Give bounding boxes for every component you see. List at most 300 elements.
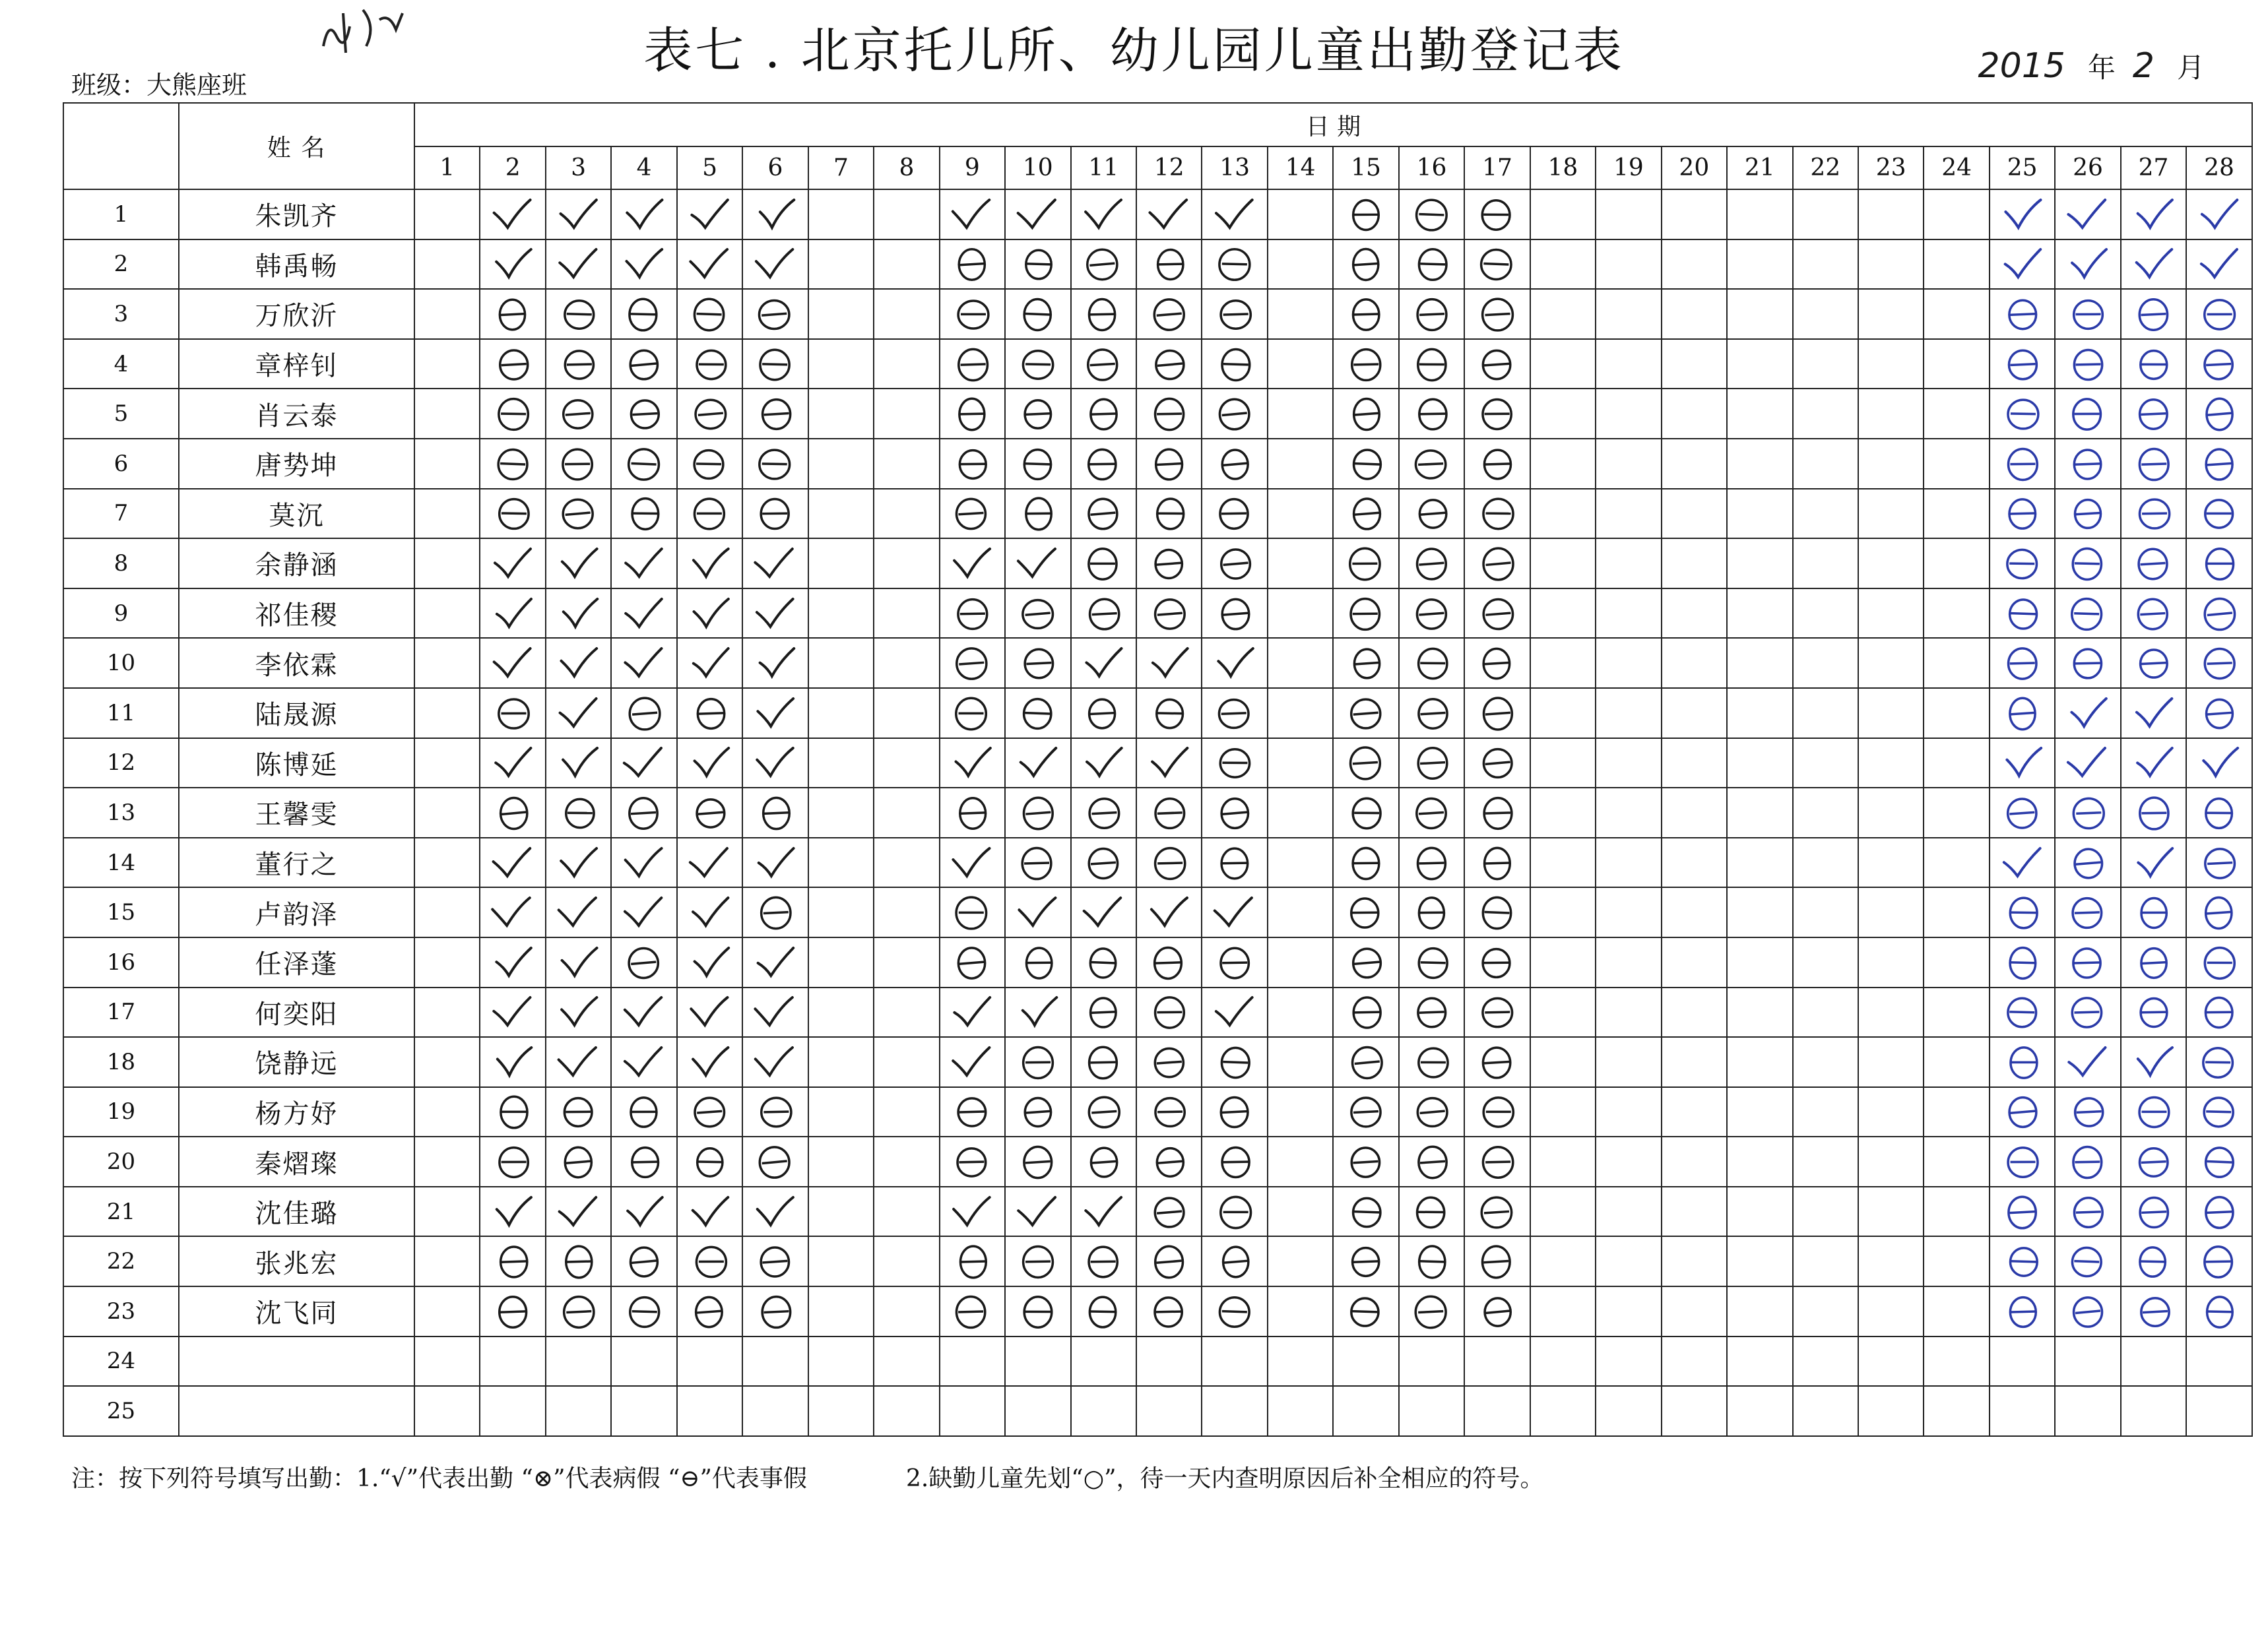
attendance-cell[interactable]	[414, 1286, 480, 1337]
attendance-cell[interactable]	[1333, 937, 1398, 988]
attendance-cell[interactable]	[480, 1337, 545, 1387]
attendance-cell[interactable]	[1858, 538, 1924, 588]
attendance-cell[interactable]	[1399, 538, 1464, 588]
attendance-cell[interactable]	[1858, 738, 1924, 788]
attendance-cell[interactable]	[1202, 1137, 1267, 1187]
attendance-cell[interactable]	[414, 289, 480, 339]
attendance-cell[interactable]	[1464, 688, 1530, 738]
attendance-cell[interactable]	[742, 838, 808, 888]
attendance-cell[interactable]	[677, 1037, 742, 1087]
attendance-cell[interactable]	[677, 638, 742, 688]
attendance-cell[interactable]	[1464, 489, 1530, 539]
attendance-cell[interactable]	[677, 439, 742, 489]
attendance-cell[interactable]	[1727, 1337, 1792, 1387]
attendance-cell[interactable]	[1662, 189, 1727, 239]
attendance-cell[interactable]	[1924, 439, 1989, 489]
attendance-cell[interactable]	[1333, 489, 1398, 539]
attendance-cell[interactable]	[1858, 988, 1924, 1038]
attendance-cell[interactable]	[1464, 1187, 1530, 1237]
attendance-cell[interactable]	[1727, 289, 1792, 339]
attendance-cell[interactable]	[1990, 738, 2055, 788]
attendance-cell[interactable]	[1464, 1087, 1530, 1137]
attendance-cell[interactable]	[1136, 1236, 1202, 1286]
attendance-cell[interactable]	[1399, 389, 1464, 439]
attendance-cell[interactable]	[611, 738, 676, 788]
attendance-cell[interactable]	[1530, 1137, 1596, 1187]
attendance-cell[interactable]	[677, 788, 742, 838]
attendance-cell[interactable]	[1858, 887, 1924, 937]
attendance-cell[interactable]	[1005, 937, 1070, 988]
attendance-cell[interactable]	[1333, 1337, 1398, 1387]
attendance-cell[interactable]	[1005, 538, 1070, 588]
attendance-cell[interactable]	[2186, 838, 2252, 888]
attendance-cell[interactable]	[2055, 239, 2120, 290]
attendance-cell[interactable]	[808, 538, 874, 588]
attendance-cell[interactable]	[1662, 389, 1727, 439]
attendance-cell[interactable]	[1464, 239, 1530, 290]
attendance-cell[interactable]	[611, 1286, 676, 1337]
attendance-cell[interactable]	[480, 887, 545, 937]
attendance-cell[interactable]	[2055, 937, 2120, 988]
attendance-cell[interactable]	[2121, 1037, 2186, 1087]
attendance-cell[interactable]	[808, 988, 874, 1038]
attendance-cell[interactable]	[1136, 588, 1202, 639]
attendance-cell[interactable]	[677, 588, 742, 639]
attendance-cell[interactable]	[1268, 489, 1333, 539]
attendance-cell[interactable]	[1727, 538, 1792, 588]
attendance-cell[interactable]	[1596, 389, 1661, 439]
attendance-cell[interactable]	[940, 1087, 1005, 1137]
attendance-cell[interactable]	[546, 239, 611, 290]
attendance-cell[interactable]	[1071, 1137, 1136, 1187]
attendance-cell[interactable]	[480, 788, 545, 838]
attendance-cell[interactable]	[1530, 1037, 1596, 1087]
attendance-cell[interactable]	[1268, 588, 1333, 639]
attendance-cell[interactable]	[1005, 1187, 1070, 1237]
attendance-cell[interactable]	[808, 339, 874, 389]
attendance-cell[interactable]	[1399, 1087, 1464, 1137]
attendance-cell[interactable]	[546, 1037, 611, 1087]
attendance-cell[interactable]	[1268, 1236, 1333, 1286]
attendance-cell[interactable]	[1399, 339, 1464, 389]
attendance-cell[interactable]	[1005, 239, 1070, 290]
attendance-cell[interactable]	[1662, 1236, 1727, 1286]
attendance-cell[interactable]	[480, 1037, 545, 1087]
attendance-cell[interactable]	[1071, 588, 1136, 639]
attendance-cell[interactable]	[874, 289, 939, 339]
attendance-cell[interactable]	[1202, 1386, 1267, 1436]
attendance-cell[interactable]	[1990, 1087, 2055, 1137]
attendance-cell[interactable]	[1858, 1087, 1924, 1137]
attendance-cell[interactable]	[1202, 788, 1267, 838]
attendance-cell[interactable]	[1596, 1037, 1661, 1087]
attendance-cell[interactable]	[2121, 688, 2186, 738]
attendance-cell[interactable]	[940, 887, 1005, 937]
attendance-cell[interactable]	[1662, 638, 1727, 688]
attendance-cell[interactable]	[414, 638, 480, 688]
attendance-cell[interactable]	[1530, 1286, 1596, 1337]
attendance-cell[interactable]	[1530, 1337, 1596, 1387]
attendance-cell[interactable]	[1202, 439, 1267, 489]
attendance-cell[interactable]	[546, 638, 611, 688]
attendance-cell[interactable]	[1727, 439, 1792, 489]
attendance-cell[interactable]	[1530, 738, 1596, 788]
attendance-cell[interactable]	[874, 988, 939, 1038]
attendance-cell[interactable]	[1662, 1087, 1727, 1137]
attendance-cell[interactable]	[2121, 1236, 2186, 1286]
attendance-cell[interactable]	[1990, 1187, 2055, 1237]
attendance-cell[interactable]	[677, 887, 742, 937]
attendance-cell[interactable]	[480, 189, 545, 239]
attendance-cell[interactable]	[414, 189, 480, 239]
attendance-cell[interactable]	[1268, 937, 1333, 988]
attendance-cell[interactable]	[1727, 988, 1792, 1038]
attendance-cell[interactable]	[546, 1337, 611, 1387]
attendance-cell[interactable]	[1662, 1187, 1727, 1237]
attendance-cell[interactable]	[874, 1037, 939, 1087]
attendance-cell[interactable]	[546, 838, 611, 888]
attendance-cell[interactable]	[1268, 838, 1333, 888]
attendance-cell[interactable]	[1990, 1386, 2055, 1436]
attendance-cell[interactable]	[742, 439, 808, 489]
attendance-cell[interactable]	[1202, 239, 1267, 290]
attendance-cell[interactable]	[1858, 1037, 1924, 1087]
attendance-cell[interactable]	[677, 838, 742, 888]
attendance-cell[interactable]	[1727, 1286, 1792, 1337]
attendance-cell[interactable]	[1662, 937, 1727, 988]
attendance-cell[interactable]	[1727, 838, 1792, 888]
attendance-cell[interactable]	[1005, 189, 1070, 239]
attendance-cell[interactable]	[546, 289, 611, 339]
attendance-cell[interactable]	[742, 538, 808, 588]
attendance-cell[interactable]	[1990, 439, 2055, 489]
attendance-cell[interactable]	[1990, 339, 2055, 389]
attendance-cell[interactable]	[1333, 339, 1398, 389]
attendance-cell[interactable]	[611, 339, 676, 389]
attendance-cell[interactable]	[1596, 1386, 1661, 1436]
attendance-cell[interactable]	[1071, 937, 1136, 988]
attendance-cell[interactable]	[1399, 838, 1464, 888]
attendance-cell[interactable]	[808, 588, 874, 639]
attendance-cell[interactable]	[1136, 838, 1202, 888]
attendance-cell[interactable]	[742, 1187, 808, 1237]
attendance-cell[interactable]	[1071, 638, 1136, 688]
attendance-cell[interactable]	[480, 1087, 545, 1137]
attendance-cell[interactable]	[1924, 339, 1989, 389]
attendance-cell[interactable]	[1924, 1087, 1989, 1137]
attendance-cell[interactable]	[1858, 937, 1924, 988]
attendance-cell[interactable]	[2186, 389, 2252, 439]
attendance-cell[interactable]	[1727, 389, 1792, 439]
attendance-cell[interactable]	[742, 389, 808, 439]
attendance-cell[interactable]	[1268, 1286, 1333, 1337]
attendance-cell[interactable]	[480, 489, 545, 539]
attendance-cell[interactable]	[940, 838, 1005, 888]
attendance-cell[interactable]	[1858, 1386, 1924, 1436]
attendance-cell[interactable]	[546, 538, 611, 588]
attendance-cell[interactable]	[1136, 389, 1202, 439]
attendance-cell[interactable]	[2121, 339, 2186, 389]
attendance-cell[interactable]	[1005, 339, 1070, 389]
attendance-cell[interactable]	[1202, 688, 1267, 738]
attendance-cell[interactable]	[1333, 887, 1398, 937]
attendance-cell[interactable]	[611, 189, 676, 239]
attendance-cell[interactable]	[1268, 688, 1333, 738]
attendance-cell[interactable]	[2055, 1037, 2120, 1087]
attendance-cell[interactable]	[742, 1386, 808, 1436]
attendance-cell[interactable]	[874, 538, 939, 588]
attendance-cell[interactable]	[874, 887, 939, 937]
attendance-cell[interactable]	[1005, 887, 1070, 937]
attendance-cell[interactable]	[2121, 788, 2186, 838]
attendance-cell[interactable]	[2186, 439, 2252, 489]
attendance-cell[interactable]	[414, 838, 480, 888]
attendance-cell[interactable]	[2121, 887, 2186, 937]
attendance-cell[interactable]	[611, 1137, 676, 1187]
attendance-cell[interactable]	[2121, 489, 2186, 539]
attendance-cell[interactable]	[1924, 988, 1989, 1038]
attendance-cell[interactable]	[1858, 1236, 1924, 1286]
attendance-cell[interactable]	[1136, 439, 1202, 489]
attendance-cell[interactable]	[1793, 688, 1858, 738]
attendance-cell[interactable]	[1202, 1087, 1267, 1137]
attendance-cell[interactable]	[940, 439, 1005, 489]
attendance-cell[interactable]	[1924, 937, 1989, 988]
attendance-cell[interactable]	[414, 738, 480, 788]
attendance-cell[interactable]	[480, 1286, 545, 1337]
attendance-cell[interactable]	[1596, 1087, 1661, 1137]
attendance-cell[interactable]	[1662, 588, 1727, 639]
attendance-cell[interactable]	[1662, 738, 1727, 788]
attendance-cell[interactable]	[1464, 638, 1530, 688]
attendance-cell[interactable]	[2121, 1187, 2186, 1237]
attendance-cell[interactable]	[1727, 1087, 1792, 1137]
attendance-cell[interactable]	[1596, 1337, 1661, 1387]
attendance-cell[interactable]	[1858, 1137, 1924, 1187]
attendance-cell[interactable]	[1793, 638, 1858, 688]
attendance-cell[interactable]	[546, 389, 611, 439]
attendance-cell[interactable]	[677, 1337, 742, 1387]
attendance-cell[interactable]	[742, 738, 808, 788]
attendance-cell[interactable]	[874, 1337, 939, 1387]
attendance-cell[interactable]	[808, 439, 874, 489]
attendance-cell[interactable]	[940, 588, 1005, 639]
attendance-cell[interactable]	[1202, 1037, 1267, 1087]
attendance-cell[interactable]	[1071, 1236, 1136, 1286]
attendance-cell[interactable]	[1005, 439, 1070, 489]
attendance-cell[interactable]	[2121, 1386, 2186, 1436]
attendance-cell[interactable]	[1202, 189, 1267, 239]
attendance-cell[interactable]	[480, 339, 545, 389]
attendance-cell[interactable]	[1268, 988, 1333, 1038]
attendance-cell[interactable]	[1530, 988, 1596, 1038]
attendance-cell[interactable]	[414, 1137, 480, 1187]
attendance-cell[interactable]	[1727, 1386, 1792, 1436]
attendance-cell[interactable]	[2186, 538, 2252, 588]
attendance-cell[interactable]	[1464, 738, 1530, 788]
attendance-cell[interactable]	[2121, 439, 2186, 489]
attendance-cell[interactable]	[940, 1286, 1005, 1337]
attendance-cell[interactable]	[1333, 638, 1398, 688]
attendance-cell[interactable]	[808, 638, 874, 688]
attendance-cell[interactable]	[940, 688, 1005, 738]
attendance-cell[interactable]	[1333, 688, 1398, 738]
attendance-cell[interactable]	[742, 1087, 808, 1137]
attendance-cell[interactable]	[874, 439, 939, 489]
attendance-cell[interactable]	[1990, 588, 2055, 639]
attendance-cell[interactable]	[1136, 189, 1202, 239]
attendance-cell[interactable]	[1464, 1286, 1530, 1337]
attendance-cell[interactable]	[1924, 538, 1989, 588]
attendance-cell[interactable]	[1596, 439, 1661, 489]
attendance-cell[interactable]	[874, 189, 939, 239]
attendance-cell[interactable]	[1071, 439, 1136, 489]
attendance-cell[interactable]	[1268, 638, 1333, 688]
attendance-cell[interactable]	[2186, 788, 2252, 838]
attendance-cell[interactable]	[2186, 588, 2252, 639]
attendance-cell[interactable]	[1333, 439, 1398, 489]
attendance-cell[interactable]	[1071, 1037, 1136, 1087]
attendance-cell[interactable]	[2186, 887, 2252, 937]
attendance-cell[interactable]	[1202, 289, 1267, 339]
attendance-cell[interactable]	[1005, 688, 1070, 738]
attendance-cell[interactable]	[1858, 838, 1924, 888]
attendance-cell[interactable]	[480, 988, 545, 1038]
attendance-cell[interactable]	[808, 788, 874, 838]
attendance-cell[interactable]	[1727, 339, 1792, 389]
attendance-cell[interactable]	[2055, 1187, 2120, 1237]
attendance-cell[interactable]	[1071, 538, 1136, 588]
attendance-cell[interactable]	[1005, 1037, 1070, 1087]
attendance-cell[interactable]	[1464, 538, 1530, 588]
attendance-cell[interactable]	[1399, 1286, 1464, 1337]
attendance-cell[interactable]	[1268, 788, 1333, 838]
attendance-cell[interactable]	[2186, 1337, 2252, 1387]
attendance-cell[interactable]	[1793, 439, 1858, 489]
attendance-cell[interactable]	[1464, 1386, 1530, 1436]
attendance-cell[interactable]	[2186, 239, 2252, 290]
attendance-cell[interactable]	[1005, 1236, 1070, 1286]
attendance-cell[interactable]	[1924, 1286, 1989, 1337]
attendance-cell[interactable]	[1399, 988, 1464, 1038]
attendance-cell[interactable]	[874, 937, 939, 988]
attendance-cell[interactable]	[1793, 738, 1858, 788]
attendance-cell[interactable]	[1990, 489, 2055, 539]
attendance-cell[interactable]	[874, 788, 939, 838]
attendance-cell[interactable]	[677, 289, 742, 339]
attendance-cell[interactable]	[1924, 239, 1989, 290]
attendance-cell[interactable]	[677, 1236, 742, 1286]
attendance-cell[interactable]	[2121, 838, 2186, 888]
attendance-cell[interactable]	[2055, 489, 2120, 539]
attendance-cell[interactable]	[1005, 788, 1070, 838]
attendance-cell[interactable]	[1858, 189, 1924, 239]
attendance-cell[interactable]	[677, 1137, 742, 1187]
attendance-cell[interactable]	[1793, 189, 1858, 239]
attendance-cell[interactable]	[874, 489, 939, 539]
attendance-cell[interactable]	[1399, 937, 1464, 988]
attendance-cell[interactable]	[2055, 1386, 2120, 1436]
attendance-cell[interactable]	[414, 1187, 480, 1237]
attendance-cell[interactable]	[677, 1087, 742, 1137]
attendance-cell[interactable]	[1333, 1386, 1398, 1436]
attendance-cell[interactable]	[1268, 538, 1333, 588]
attendance-cell[interactable]	[414, 538, 480, 588]
attendance-cell[interactable]	[808, 1037, 874, 1087]
attendance-cell[interactable]	[1464, 838, 1530, 888]
attendance-cell[interactable]	[742, 339, 808, 389]
attendance-cell[interactable]	[1202, 638, 1267, 688]
attendance-cell[interactable]	[611, 1187, 676, 1237]
attendance-cell[interactable]	[611, 289, 676, 339]
attendance-cell[interactable]	[480, 838, 545, 888]
attendance-cell[interactable]	[1596, 239, 1661, 290]
attendance-cell[interactable]	[940, 189, 1005, 239]
attendance-cell[interactable]	[1464, 588, 1530, 639]
attendance-cell[interactable]	[1858, 389, 1924, 439]
attendance-cell[interactable]	[1858, 688, 1924, 738]
attendance-cell[interactable]	[1662, 1386, 1727, 1436]
attendance-cell[interactable]	[2186, 1236, 2252, 1286]
attendance-cell[interactable]	[1268, 1087, 1333, 1137]
attendance-cell[interactable]	[1005, 1337, 1070, 1387]
attendance-cell[interactable]	[1464, 988, 1530, 1038]
attendance-cell[interactable]	[414, 1037, 480, 1087]
attendance-cell[interactable]	[1530, 588, 1596, 639]
attendance-cell[interactable]	[2121, 1087, 2186, 1137]
attendance-cell[interactable]	[874, 1286, 939, 1337]
attendance-cell[interactable]	[1793, 1187, 1858, 1237]
attendance-cell[interactable]	[1596, 937, 1661, 988]
attendance-cell[interactable]	[546, 439, 611, 489]
attendance-cell[interactable]	[1990, 1236, 2055, 1286]
attendance-cell[interactable]	[1793, 1337, 1858, 1387]
attendance-cell[interactable]	[1530, 189, 1596, 239]
attendance-cell[interactable]	[611, 1386, 676, 1436]
attendance-cell[interactable]	[1596, 538, 1661, 588]
attendance-cell[interactable]	[2055, 1337, 2120, 1387]
attendance-cell[interactable]	[1071, 1286, 1136, 1337]
attendance-cell[interactable]	[1596, 1286, 1661, 1337]
attendance-cell[interactable]	[480, 1236, 545, 1286]
attendance-cell[interactable]	[414, 988, 480, 1038]
attendance-cell[interactable]	[414, 788, 480, 838]
attendance-cell[interactable]	[2186, 937, 2252, 988]
attendance-cell[interactable]	[1136, 1386, 1202, 1436]
attendance-cell[interactable]	[1530, 439, 1596, 489]
attendance-cell[interactable]	[940, 788, 1005, 838]
attendance-cell[interactable]	[808, 389, 874, 439]
attendance-cell[interactable]	[940, 1037, 1005, 1087]
attendance-cell[interactable]	[546, 937, 611, 988]
attendance-cell[interactable]	[1005, 1386, 1070, 1436]
attendance-cell[interactable]	[1530, 887, 1596, 937]
attendance-cell[interactable]	[1793, 1137, 1858, 1187]
attendance-cell[interactable]	[1727, 1236, 1792, 1286]
attendance-cell[interactable]	[2121, 738, 2186, 788]
attendance-cell[interactable]	[1268, 738, 1333, 788]
attendance-cell[interactable]	[1530, 937, 1596, 988]
attendance-cell[interactable]	[1858, 1187, 1924, 1237]
attendance-cell[interactable]	[414, 239, 480, 290]
attendance-cell[interactable]	[1202, 1286, 1267, 1337]
attendance-cell[interactable]	[1924, 738, 1989, 788]
attendance-cell[interactable]	[1662, 1037, 1727, 1087]
attendance-cell[interactable]	[611, 688, 676, 738]
attendance-cell[interactable]	[677, 538, 742, 588]
attendance-cell[interactable]	[1136, 887, 1202, 937]
attendance-cell[interactable]	[1596, 289, 1661, 339]
